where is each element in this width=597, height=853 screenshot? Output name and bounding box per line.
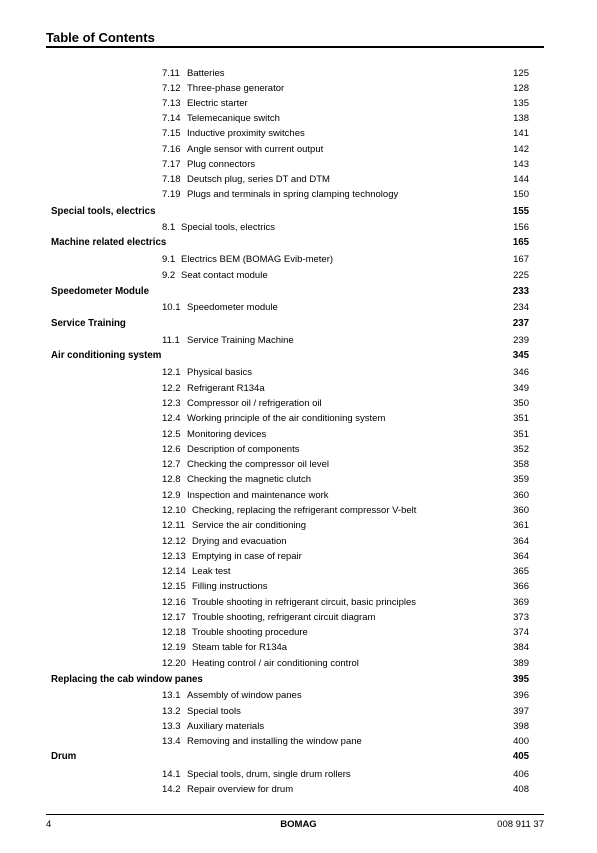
toc-entry-label: Deutsch plug, series DT and DTM (187, 174, 330, 185)
toc-entry-page: 143 (513, 159, 529, 170)
toc-entry-label: Telemecanique switch (187, 113, 280, 124)
toc-entry-number: 7.19 (162, 189, 181, 200)
toc-entry-number: 10.1 (162, 302, 181, 313)
toc-entry-label: Description of components (187, 444, 300, 455)
toc-entry-label: Air conditioning system (51, 350, 162, 361)
header-rule (46, 46, 544, 48)
toc-entry-page: 359 (513, 474, 529, 485)
toc-entry-number: 12.3 (162, 398, 181, 409)
toc-entry-number: 12.10 (162, 505, 186, 516)
toc-entry-page: 135 (513, 98, 529, 109)
toc-entry-page: 350 (513, 398, 529, 409)
toc-entry-page: 125 (513, 68, 529, 79)
toc-entry-label: Trouble shooting procedure (192, 627, 308, 638)
toc-entry-page: 369 (513, 597, 529, 608)
toc-entry-number: 7.15 (162, 128, 181, 139)
toc-entry-label: Machine related electrics (51, 237, 167, 248)
toc-entry-label: Removing and installing the window pane (187, 736, 362, 747)
toc-entry-page: 358 (513, 459, 529, 470)
toc-entry-label: Trouble shooting, refrigerant circuit diagram (192, 612, 376, 623)
toc-entry-label: Auxiliary materials (187, 721, 265, 732)
toc-entry-number: 8.1 (162, 222, 176, 233)
toc-entry-number: 7.13 (162, 98, 181, 109)
toc-entry-page: 374 (513, 627, 529, 638)
toc-entry-number: 12.7 (162, 459, 181, 470)
toc-entry-label: Monitoring devices (187, 429, 267, 440)
toc-entry-number: 13.1 (162, 690, 181, 701)
toc-entry-page: 141 (513, 128, 529, 139)
toc-entry-page: 142 (513, 144, 529, 155)
toc-entry-label: Heating control / air conditioning control (192, 658, 359, 669)
toc-entry-page: 349 (513, 383, 529, 394)
toc-entry-page: 234 (513, 302, 529, 313)
toc-entry-page: 361 (513, 520, 529, 531)
toc-entry-number: 12.6 (162, 444, 181, 455)
toc-entry-label: Checking the compressor oil level (187, 459, 330, 470)
toc-entry-page: 351 (513, 429, 529, 440)
toc-entry-label: Plugs and terminals in spring clamping technology (187, 189, 399, 200)
toc-entry-label: Batteries (187, 68, 225, 79)
toc-entry-page: 396 (513, 690, 529, 701)
toc-entry-page: 239 (513, 335, 529, 346)
toc-entry-label: Angle sensor with current output (187, 144, 324, 155)
toc-entry-number: 7.11 (162, 68, 180, 79)
toc-entry-label: Service the air conditioning (192, 520, 307, 531)
toc-entry-page: 364 (513, 536, 529, 547)
toc-entry-page: 389 (513, 658, 529, 669)
toc-entry-label: Three-phase generator (187, 83, 285, 94)
toc-entry-page: 156 (513, 222, 529, 233)
toc-entry-label: Emptying in case of repair (192, 551, 302, 562)
toc-entry-label: Speedometer module (187, 302, 278, 313)
toc-entry-page: 165 (512, 237, 529, 248)
toc-entry-label: Seat contact module (181, 270, 268, 281)
toc-entry-page: 360 (513, 505, 529, 516)
toc-entry-label: Drum (51, 751, 77, 762)
toc-entry-label: Electric starter (187, 98, 248, 109)
toc-entry-page: 128 (513, 83, 529, 94)
toc-entry-number: 12.9 (162, 490, 181, 501)
toc-entry-number: 12.11 (162, 520, 186, 531)
toc-entry-label: Special tools, electrics (51, 206, 156, 217)
toc-entry-page: 150 (513, 189, 529, 200)
toc-entry-number: 12.8 (162, 474, 181, 485)
toc-entry-number: 12.12 (162, 536, 186, 547)
toc-entry-number: 12.15 (162, 581, 186, 592)
toc-entry-label: Special tools (187, 706, 241, 717)
toc-entry-page: 405 (512, 751, 529, 762)
toc-entry-page: 225 (513, 270, 529, 281)
toc-entry-number: 12.16 (162, 597, 186, 608)
toc-entry-label: Inspection and maintenance work (187, 490, 329, 501)
toc-entry-page: 365 (513, 566, 529, 577)
toc-entry-number: 13.4 (162, 736, 181, 747)
toc-entry-label: Drying and evacuation (192, 536, 287, 547)
toc-entry-number: 14.2 (162, 784, 181, 795)
toc-entry-number: 9.2 (162, 270, 176, 281)
toc-entry-label: Special tools, electrics (181, 222, 275, 233)
toc-entry-page: 233 (512, 286, 529, 297)
footer-brand: BOMAG (280, 819, 317, 830)
toc-entry-label: Refrigerant R134a (187, 383, 265, 394)
toc-entry-label: Filling instructions (192, 581, 268, 592)
toc-entry-page: 144 (513, 174, 529, 185)
toc-entry-page: 138 (513, 113, 529, 124)
toc-entry-label: Repair overview for drum (187, 784, 294, 795)
toc-entry-label: Physical basics (187, 367, 252, 378)
toc-entry-label: Checking the magnetic clutch (187, 474, 312, 485)
footer-rule (46, 814, 544, 815)
toc-entry-label: Service Training (51, 318, 126, 329)
toc-entry-number: 12.14 (162, 566, 186, 577)
toc-entry-page: 345 (512, 350, 529, 361)
toc-entry-number: 7.12 (162, 83, 181, 94)
toc-entry-page: 364 (513, 551, 529, 562)
toc-entry-number: 14.1 (162, 769, 181, 780)
toc-entry-page: 351 (513, 413, 529, 424)
toc-entry-label: Trouble shooting in refrigerant circuit, basic principles (192, 597, 417, 608)
toc-entry-page: 373 (513, 612, 529, 623)
footer-doc-number: 008 911 37 (497, 819, 544, 830)
toc-entry-page: 397 (513, 706, 529, 717)
toc-entry-number: 13.2 (162, 706, 181, 717)
toc-entry-label: Plug connectors (187, 159, 256, 170)
toc-entry-page: 360 (513, 490, 529, 501)
toc-entry-label: Leak test (192, 566, 231, 577)
toc-entry-number: 12.18 (162, 627, 186, 638)
toc-entry-number: 12.20 (162, 658, 186, 669)
toc-entry-label: Steam table for R134a (192, 642, 288, 653)
toc-entry-page: 346 (513, 367, 529, 378)
toc-entry-label: Compressor oil / refrigeration oil (187, 398, 322, 409)
toc-entry-number: 12.2 (162, 383, 181, 394)
toc-entry-page: 384 (513, 642, 529, 653)
toc-entry-number: 12.5 (162, 429, 181, 440)
toc-entry-page: 366 (513, 581, 529, 592)
toc-entry-label: Speedometer Module (51, 286, 149, 297)
footer-page-number: 4 (46, 819, 52, 830)
toc-entry-number: 12.19 (162, 642, 186, 653)
toc-entry-number: 12.4 (162, 413, 181, 424)
toc-entry-number: 7.14 (162, 113, 181, 124)
page-title: Table of Contents (46, 30, 155, 45)
toc-entry-number: 7.16 (162, 144, 181, 155)
toc-entry-number: 12.17 (162, 612, 186, 623)
toc-entry-label: Checking, replacing the refrigerant compressor V-belt (192, 505, 417, 516)
toc-entry-page: 406 (513, 769, 529, 780)
toc-entry-label: Assembly of window panes (187, 690, 302, 701)
toc-entry-page: 398 (513, 721, 529, 732)
toc-entry-number: 9.1 (162, 254, 176, 265)
toc-entry-number: 13.3 (162, 721, 181, 732)
toc-entry-page: 400 (513, 736, 529, 747)
toc-entry-label: Replacing the cab window panes (51, 674, 203, 685)
toc-entry-label: Special tools, drum, single drum rollers (187, 769, 351, 780)
toc-entry-label: Electrics BEM (BOMAG Evib-meter) (181, 254, 334, 265)
toc-entry-page: 237 (512, 318, 529, 329)
toc-entry-label: Service Training Machine (187, 335, 294, 346)
toc-entry-label: Working principle of the air conditioning system (187, 413, 386, 424)
toc-entry-number: 7.18 (162, 174, 181, 185)
toc-entry-page: 408 (513, 784, 529, 795)
toc-entry-page: 155 (512, 206, 529, 217)
toc-entry-page: 352 (513, 444, 529, 455)
toc-entry-page: 395 (512, 674, 529, 685)
toc-entry-number: 11.1 (162, 335, 180, 346)
toc-entry-number: 12.13 (162, 551, 186, 562)
toc-entry-label: Inductive proximity switches (187, 128, 305, 139)
toc-entry-number: 7.17 (162, 159, 181, 170)
toc-entry-number: 12.1 (162, 367, 181, 378)
toc-entry-page: 167 (513, 254, 529, 265)
